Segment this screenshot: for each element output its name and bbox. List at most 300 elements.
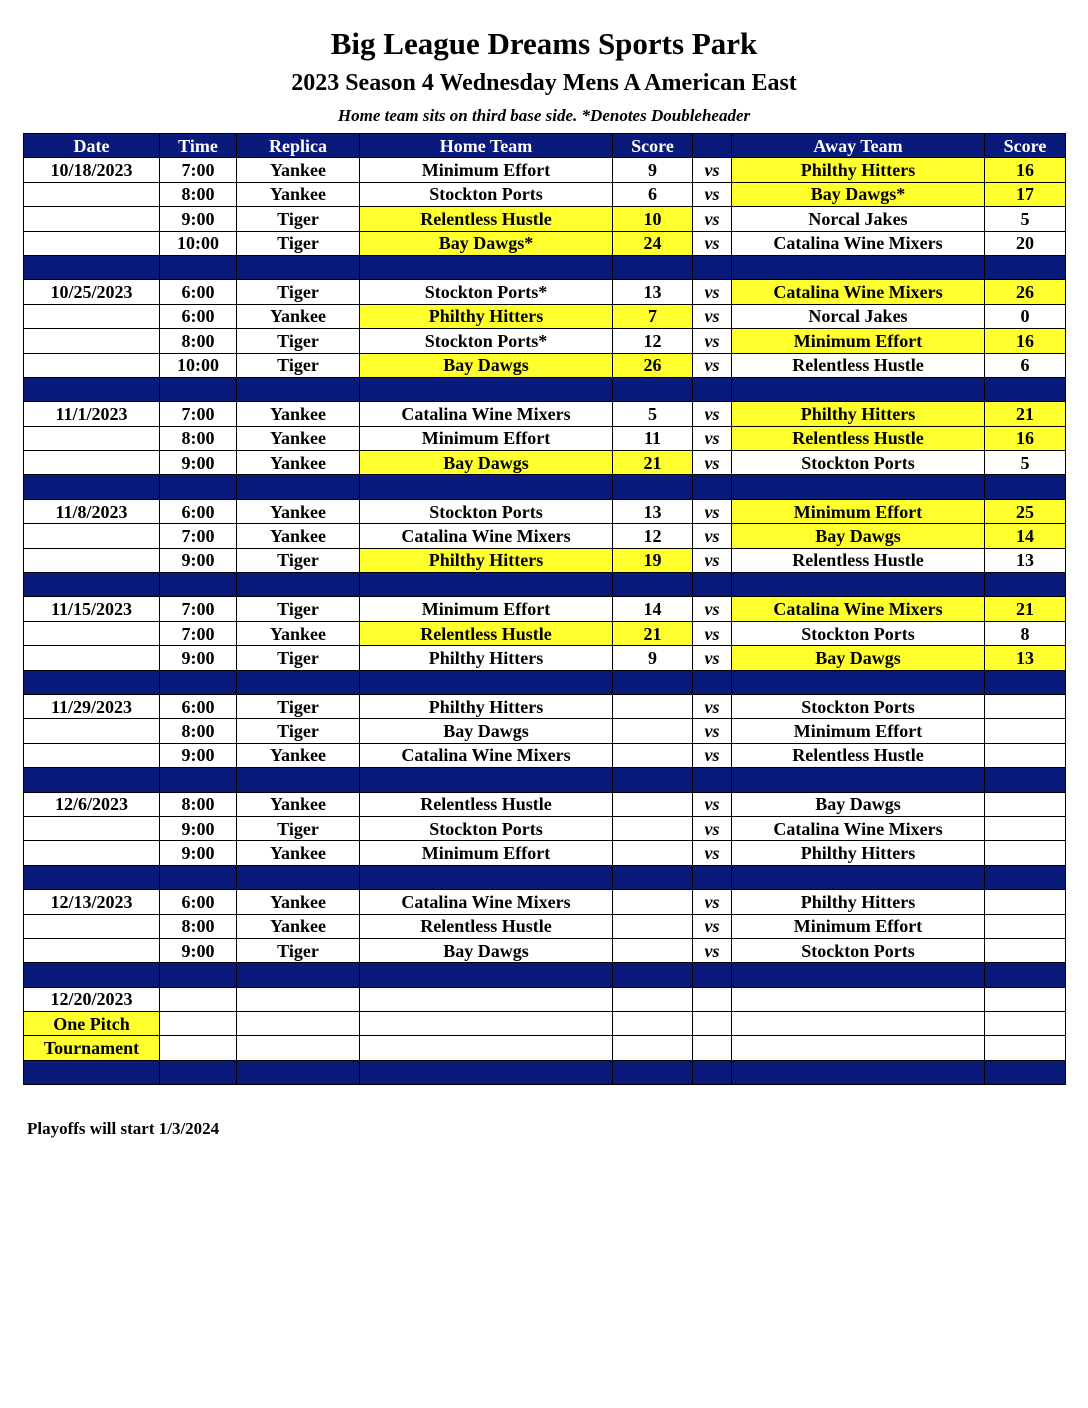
separator-cell bbox=[24, 963, 160, 987]
separator-cell bbox=[693, 963, 732, 987]
away-team: Philthy Hitters bbox=[732, 158, 985, 182]
game-date bbox=[24, 646, 160, 670]
game-row bbox=[24, 743, 1066, 767]
empty-cell bbox=[360, 1036, 613, 1060]
game-time: 9:00 bbox=[160, 743, 237, 767]
game-date: 11/15/2023 bbox=[24, 597, 160, 621]
separator-row bbox=[24, 865, 1066, 889]
separator-cell bbox=[24, 255, 160, 279]
separator-cell bbox=[613, 768, 693, 792]
home-team: Bay Dawgs bbox=[360, 938, 613, 962]
separator-cell bbox=[732, 670, 985, 694]
home-score: 21 bbox=[613, 621, 693, 645]
game-row bbox=[24, 158, 1066, 182]
col-header-home-score: Score bbox=[613, 134, 693, 158]
separator-cell bbox=[693, 573, 732, 597]
game-time: 9:00 bbox=[160, 938, 237, 962]
game-time: 9:00 bbox=[160, 207, 237, 231]
game-date bbox=[24, 938, 160, 962]
empty-cell bbox=[985, 1036, 1066, 1060]
away-score bbox=[985, 938, 1066, 962]
game-row bbox=[24, 914, 1066, 938]
game-replica: Tiger bbox=[237, 329, 360, 353]
game-replica: Yankee bbox=[237, 402, 360, 426]
vs-label: vs bbox=[693, 280, 732, 304]
game-replica: Tiger bbox=[237, 548, 360, 572]
game-date bbox=[24, 719, 160, 743]
separator-cell bbox=[732, 255, 985, 279]
vs-label: vs bbox=[693, 158, 732, 182]
game-time: 7:00 bbox=[160, 524, 237, 548]
home-team: Bay Dawgs bbox=[360, 353, 613, 377]
separator-cell bbox=[160, 255, 237, 279]
game-date: 12/13/2023 bbox=[24, 890, 160, 914]
game-date bbox=[24, 621, 160, 645]
separator-cell bbox=[613, 1060, 693, 1084]
game-row bbox=[24, 329, 1066, 353]
separator-cell bbox=[237, 670, 360, 694]
separator-row bbox=[24, 255, 1066, 279]
home-score: 11 bbox=[613, 426, 693, 450]
col-header-time: Time bbox=[160, 134, 237, 158]
separator-cell bbox=[732, 865, 985, 889]
game-replica: Tiger bbox=[237, 719, 360, 743]
game-date: 10/18/2023 bbox=[24, 158, 160, 182]
separator-cell bbox=[237, 865, 360, 889]
game-date bbox=[24, 304, 160, 328]
away-team: Philthy Hitters bbox=[732, 402, 985, 426]
separator-cell bbox=[160, 475, 237, 499]
home-score bbox=[613, 914, 693, 938]
vs-label: vs bbox=[693, 207, 732, 231]
away-team: Norcal Jakes bbox=[732, 304, 985, 328]
away-team: Bay Dawgs bbox=[732, 646, 985, 670]
separator-cell bbox=[732, 963, 985, 987]
game-replica: Tiger bbox=[237, 353, 360, 377]
separator-cell bbox=[24, 670, 160, 694]
empty-cell bbox=[237, 1012, 360, 1036]
game-row bbox=[24, 621, 1066, 645]
separator-cell bbox=[24, 573, 160, 597]
game-date bbox=[24, 207, 160, 231]
schedule-note: Home team sits on third base side. *Denotes Doubleheader bbox=[337, 106, 751, 125]
away-team: Norcal Jakes bbox=[732, 207, 985, 231]
game-time: 8:00 bbox=[160, 182, 237, 206]
separator-cell bbox=[360, 768, 613, 792]
away-score bbox=[985, 841, 1066, 865]
game-time: 9:00 bbox=[160, 816, 237, 840]
page-subtitle: 2023 Season 4 Wednesday Mens A American East bbox=[291, 70, 797, 96]
game-replica: Tiger bbox=[237, 597, 360, 621]
home-score: 12 bbox=[613, 329, 693, 353]
separator-cell bbox=[732, 768, 985, 792]
col-header-replica: Replica bbox=[237, 134, 360, 158]
game-replica: Tiger bbox=[237, 816, 360, 840]
game-replica: Yankee bbox=[237, 621, 360, 645]
game-row bbox=[24, 353, 1066, 377]
home-score: 10 bbox=[613, 207, 693, 231]
game-row bbox=[24, 231, 1066, 255]
vs-label: vs bbox=[693, 499, 732, 523]
game-date bbox=[24, 816, 160, 840]
separator-cell bbox=[24, 1060, 160, 1084]
separator-row bbox=[24, 573, 1066, 597]
game-time: 10:00 bbox=[160, 353, 237, 377]
separator-cell bbox=[237, 255, 360, 279]
home-team: Philthy Hitters bbox=[360, 304, 613, 328]
empty-cell bbox=[732, 1012, 985, 1036]
game-replica: Yankee bbox=[237, 182, 360, 206]
home-score: 9 bbox=[613, 158, 693, 182]
game-time: 9:00 bbox=[160, 646, 237, 670]
game-row bbox=[24, 548, 1066, 572]
away-team: Philthy Hitters bbox=[732, 890, 985, 914]
vs-label: vs bbox=[693, 694, 732, 718]
away-score bbox=[985, 890, 1066, 914]
game-row bbox=[24, 597, 1066, 621]
home-team: Stockton Ports* bbox=[360, 280, 613, 304]
home-team: Catalina Wine Mixers bbox=[360, 743, 613, 767]
game-date bbox=[24, 524, 160, 548]
game-replica: Yankee bbox=[237, 304, 360, 328]
away-team: Catalina Wine Mixers bbox=[732, 280, 985, 304]
vs-label: vs bbox=[693, 621, 732, 645]
game-row bbox=[24, 816, 1066, 840]
separator-cell bbox=[613, 865, 693, 889]
col-header-away-score: Score bbox=[985, 134, 1066, 158]
col-header-date: Date bbox=[24, 134, 160, 158]
separator-cell bbox=[613, 963, 693, 987]
separator-cell bbox=[160, 963, 237, 987]
home-team: Stockton Ports bbox=[360, 816, 613, 840]
separator-cell bbox=[732, 377, 985, 401]
separator-cell bbox=[160, 1060, 237, 1084]
vs-label: vs bbox=[693, 353, 732, 377]
empty-cell bbox=[160, 1012, 237, 1036]
game-row bbox=[24, 841, 1066, 865]
separator-cell bbox=[360, 377, 613, 401]
separator-cell bbox=[985, 573, 1066, 597]
playoffs-note: Playoffs will start 1/3/2024 bbox=[27, 1119, 220, 1138]
game-replica: Tiger bbox=[237, 694, 360, 718]
game-replica: Tiger bbox=[237, 938, 360, 962]
game-time: 10:00 bbox=[160, 231, 237, 255]
away-score: 25 bbox=[985, 499, 1066, 523]
away-score bbox=[985, 816, 1066, 840]
header-row bbox=[24, 134, 1066, 158]
home-team: Relentless Hustle bbox=[360, 792, 613, 816]
away-score: 17 bbox=[985, 182, 1066, 206]
separator-cell bbox=[160, 865, 237, 889]
empty-cell bbox=[693, 1012, 732, 1036]
empty-cell bbox=[693, 1036, 732, 1060]
vs-label: vs bbox=[693, 426, 732, 450]
empty-cell bbox=[613, 1036, 693, 1060]
away-team: Relentless Hustle bbox=[732, 426, 985, 450]
empty-cell bbox=[360, 1012, 613, 1036]
separator-cell bbox=[24, 865, 160, 889]
home-score bbox=[613, 694, 693, 718]
game-row bbox=[24, 646, 1066, 670]
empty-cell bbox=[732, 1036, 985, 1060]
away-score bbox=[985, 719, 1066, 743]
home-score: 9 bbox=[613, 646, 693, 670]
vs-label: vs bbox=[693, 329, 732, 353]
separator-cell bbox=[985, 768, 1066, 792]
game-time: 6:00 bbox=[160, 694, 237, 718]
empty-cell bbox=[613, 1012, 693, 1036]
game-time: 6:00 bbox=[160, 304, 237, 328]
game-row bbox=[24, 280, 1066, 304]
separator-cell bbox=[24, 377, 160, 401]
game-time: 8:00 bbox=[160, 719, 237, 743]
game-row bbox=[24, 451, 1066, 475]
home-score: 24 bbox=[613, 231, 693, 255]
away-team: Relentless Hustle bbox=[732, 548, 985, 572]
empty-cell bbox=[160, 987, 237, 1011]
home-team: Relentless Hustle bbox=[360, 207, 613, 231]
home-team: Catalina Wine Mixers bbox=[360, 402, 613, 426]
game-row bbox=[24, 792, 1066, 816]
separator-cell bbox=[360, 963, 613, 987]
vs-label: vs bbox=[693, 548, 732, 572]
col-header-away-team: Away Team bbox=[732, 134, 985, 158]
separator-cell bbox=[693, 865, 732, 889]
game-replica: Tiger bbox=[237, 207, 360, 231]
separator-cell bbox=[985, 670, 1066, 694]
separator-cell bbox=[732, 573, 985, 597]
separator-cell bbox=[160, 768, 237, 792]
separator-cell bbox=[360, 475, 613, 499]
separator-cell bbox=[237, 963, 360, 987]
game-row bbox=[24, 938, 1066, 962]
separator-cell bbox=[360, 573, 613, 597]
game-row bbox=[24, 182, 1066, 206]
away-score: 13 bbox=[985, 646, 1066, 670]
game-time: 9:00 bbox=[160, 841, 237, 865]
away-team: Stockton Ports bbox=[732, 451, 985, 475]
home-score bbox=[613, 816, 693, 840]
away-team: Stockton Ports bbox=[732, 694, 985, 718]
home-team: Minimum Effort bbox=[360, 597, 613, 621]
tournament-row bbox=[24, 1012, 1066, 1036]
game-time: 7:00 bbox=[160, 158, 237, 182]
separator-cell bbox=[237, 475, 360, 499]
away-score bbox=[985, 914, 1066, 938]
separator-cell bbox=[693, 768, 732, 792]
game-row bbox=[24, 426, 1066, 450]
game-date bbox=[24, 426, 160, 450]
game-date bbox=[24, 841, 160, 865]
home-team: Stockton Ports bbox=[360, 182, 613, 206]
game-date bbox=[24, 451, 160, 475]
game-replica: Tiger bbox=[237, 280, 360, 304]
game-date bbox=[24, 182, 160, 206]
home-team: Stockton Ports* bbox=[360, 329, 613, 353]
away-score: 13 bbox=[985, 548, 1066, 572]
home-score: 26 bbox=[613, 353, 693, 377]
away-team: Stockton Ports bbox=[732, 621, 985, 645]
tournament-row bbox=[24, 1036, 1066, 1060]
game-time: 7:00 bbox=[160, 402, 237, 426]
away-score: 21 bbox=[985, 597, 1066, 621]
separator-cell bbox=[732, 1060, 985, 1084]
empty-cell bbox=[160, 1036, 237, 1060]
home-score: 12 bbox=[613, 524, 693, 548]
game-row bbox=[24, 694, 1066, 718]
away-team: Relentless Hustle bbox=[732, 353, 985, 377]
separator-cell bbox=[24, 475, 160, 499]
separator-cell bbox=[237, 377, 360, 401]
game-row bbox=[24, 402, 1066, 426]
away-team: Minimum Effort bbox=[732, 914, 985, 938]
away-team: Catalina Wine Mixers bbox=[732, 816, 985, 840]
away-score bbox=[985, 743, 1066, 767]
away-score: 26 bbox=[985, 280, 1066, 304]
game-time: 6:00 bbox=[160, 890, 237, 914]
col-header-vs bbox=[693, 134, 732, 158]
vs-label: vs bbox=[693, 743, 732, 767]
away-team: Minimum Effort bbox=[732, 719, 985, 743]
game-row bbox=[24, 207, 1066, 231]
away-score: 0 bbox=[985, 304, 1066, 328]
away-score: 20 bbox=[985, 231, 1066, 255]
away-team: Stockton Ports bbox=[732, 938, 985, 962]
separator-cell bbox=[160, 377, 237, 401]
home-team: Catalina Wine Mixers bbox=[360, 890, 613, 914]
vs-label: vs bbox=[693, 597, 732, 621]
home-team: Philthy Hitters bbox=[360, 548, 613, 572]
game-time: 9:00 bbox=[160, 548, 237, 572]
home-score bbox=[613, 719, 693, 743]
away-score: 16 bbox=[985, 158, 1066, 182]
home-team: Philthy Hitters bbox=[360, 646, 613, 670]
home-team: Relentless Hustle bbox=[360, 914, 613, 938]
separator-cell bbox=[360, 670, 613, 694]
game-date: 10/25/2023 bbox=[24, 280, 160, 304]
home-score: 19 bbox=[613, 548, 693, 572]
game-replica: Yankee bbox=[237, 841, 360, 865]
empty-cell bbox=[237, 987, 360, 1011]
vs-label: vs bbox=[693, 816, 732, 840]
away-team: Minimum Effort bbox=[732, 329, 985, 353]
game-time: 9:00 bbox=[160, 451, 237, 475]
empty-cell bbox=[732, 987, 985, 1011]
separator-row bbox=[24, 475, 1066, 499]
vs-label: vs bbox=[693, 792, 732, 816]
away-score: 16 bbox=[985, 329, 1066, 353]
home-score bbox=[613, 743, 693, 767]
game-date: 11/29/2023 bbox=[24, 694, 160, 718]
home-score bbox=[613, 890, 693, 914]
separator-cell bbox=[160, 670, 237, 694]
game-time: 7:00 bbox=[160, 621, 237, 645]
separator-cell bbox=[985, 475, 1066, 499]
home-team: Catalina Wine Mixers bbox=[360, 524, 613, 548]
away-team: Minimum Effort bbox=[732, 499, 985, 523]
away-score: 8 bbox=[985, 621, 1066, 645]
away-team: Bay Dawgs* bbox=[732, 182, 985, 206]
separator-cell bbox=[693, 670, 732, 694]
game-date bbox=[24, 231, 160, 255]
game-replica: Yankee bbox=[237, 792, 360, 816]
home-team: Bay Dawgs bbox=[360, 451, 613, 475]
game-time: 8:00 bbox=[160, 792, 237, 816]
game-replica: Yankee bbox=[237, 499, 360, 523]
game-replica: Yankee bbox=[237, 914, 360, 938]
separator-cell bbox=[985, 865, 1066, 889]
game-row bbox=[24, 890, 1066, 914]
separator-row bbox=[24, 768, 1066, 792]
game-time: 8:00 bbox=[160, 914, 237, 938]
vs-label: vs bbox=[693, 402, 732, 426]
separator-cell bbox=[693, 1060, 732, 1084]
separator-cell bbox=[613, 255, 693, 279]
empty-cell bbox=[985, 1012, 1066, 1036]
home-team: Minimum Effort bbox=[360, 426, 613, 450]
separator-cell bbox=[613, 475, 693, 499]
away-score: 5 bbox=[985, 207, 1066, 231]
home-team: Relentless Hustle bbox=[360, 621, 613, 645]
home-team: Philthy Hitters bbox=[360, 694, 613, 718]
vs-label: vs bbox=[693, 914, 732, 938]
separator-cell bbox=[693, 475, 732, 499]
vs-label: vs bbox=[693, 938, 732, 962]
separator-row bbox=[24, 1060, 1066, 1084]
separator-cell bbox=[360, 865, 613, 889]
separator-row bbox=[24, 963, 1066, 987]
home-score: 21 bbox=[613, 451, 693, 475]
home-score: 5 bbox=[613, 402, 693, 426]
game-replica: Tiger bbox=[237, 231, 360, 255]
game-date bbox=[24, 914, 160, 938]
tournament-label: One Pitch bbox=[24, 1012, 160, 1036]
separator-cell bbox=[613, 670, 693, 694]
page-title: Big League Dreams Sports Park bbox=[330, 26, 758, 61]
away-score: 21 bbox=[985, 402, 1066, 426]
empty-cell bbox=[693, 987, 732, 1011]
home-team: Minimum Effort bbox=[360, 158, 613, 182]
home-score bbox=[613, 792, 693, 816]
separator-cell bbox=[732, 475, 985, 499]
vs-label: vs bbox=[693, 646, 732, 670]
home-team: Stockton Ports bbox=[360, 499, 613, 523]
home-score bbox=[613, 938, 693, 962]
away-score: 5 bbox=[985, 451, 1066, 475]
game-date: 12/6/2023 bbox=[24, 792, 160, 816]
away-team: Catalina Wine Mixers bbox=[732, 231, 985, 255]
away-team: Philthy Hitters bbox=[732, 841, 985, 865]
separator-cell bbox=[985, 1060, 1066, 1084]
vs-label: vs bbox=[693, 304, 732, 328]
away-team: Bay Dawgs bbox=[732, 792, 985, 816]
game-replica: Yankee bbox=[237, 743, 360, 767]
home-team: Bay Dawgs* bbox=[360, 231, 613, 255]
away-score: 14 bbox=[985, 524, 1066, 548]
empty-cell bbox=[237, 1036, 360, 1060]
tournament-row bbox=[24, 987, 1066, 1011]
game-replica: Yankee bbox=[237, 158, 360, 182]
empty-cell bbox=[360, 987, 613, 1011]
game-date bbox=[24, 353, 160, 377]
game-date bbox=[24, 548, 160, 572]
vs-label: vs bbox=[693, 841, 732, 865]
home-score: 14 bbox=[613, 597, 693, 621]
separator-cell bbox=[237, 768, 360, 792]
separator-cell bbox=[985, 963, 1066, 987]
vs-label: vs bbox=[693, 890, 732, 914]
separator-row bbox=[24, 670, 1066, 694]
